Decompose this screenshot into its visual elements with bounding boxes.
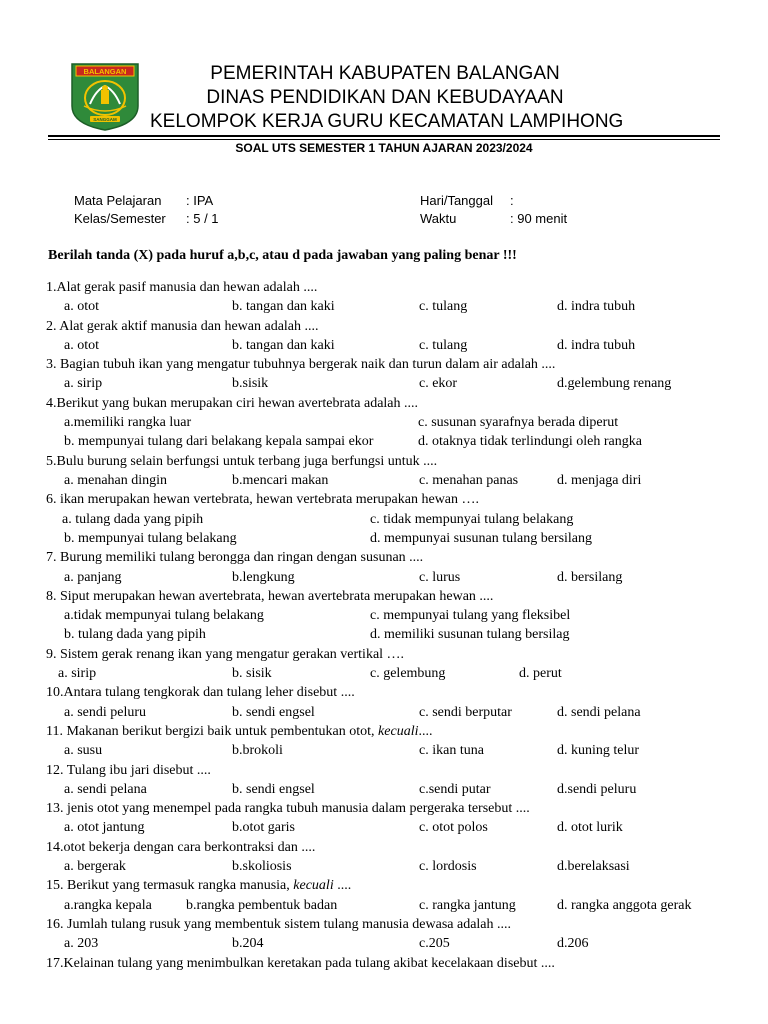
option-9d: d. perut [519,666,562,681]
option-1a: a. otot [64,299,99,314]
option-11d: d. kuning telur [557,743,640,758]
class-semester-value: : 5 / 1 [186,211,219,226]
question-15-italic-word: kecuali [293,878,334,893]
header-group-line: KELOMPOK KERJA GURU KECAMATAN LAMPIHONG [150,111,624,132]
option-15d: d. rangka anggota gerak [557,898,692,913]
question-15-text: 15. Berikut yang termasuk rangka manusia, [46,878,294,893]
option-16a: a. 203 [64,936,99,951]
question-11 [46,723,432,740]
option-14a: a. bergerak [64,859,126,874]
option-12b: b. sendi engsel [232,782,315,797]
option-1b: b. tangan dan kaki [232,299,335,314]
instruction-text: Berilah tanda (X) pada huruf a,b,c, atau d pada jawaban yang paling benar !!! [48,248,517,263]
option-8d: d. memiliki susunan tulang bersilag [370,627,570,642]
day-date-value: : [510,193,514,208]
option-2c: c. tulang [419,338,468,353]
option-16d: d.206 [557,936,589,951]
logo-text-bottom: SANGGAM [93,116,117,122]
question-15-ellipsis: .... [333,878,352,893]
option-9a: a. sirip [58,666,97,681]
option-14d: d.berelaksasi [557,859,630,874]
option-6c: c. tidak mempunyai tulang belakang [370,512,574,527]
option-13b: b.otot garis [232,820,295,835]
option-5a: a. menahan dingin [64,473,168,488]
option-13d: d. otot lurik [557,820,623,835]
question-10: 10.Antara tulang tengkorak dan tulang leher disebut .... [46,685,355,700]
option-11c: c. ikan tuna [419,743,484,758]
question-15 [46,877,351,894]
option-3c: c. ekor [419,376,458,391]
option-11a: a. susu [64,743,103,758]
option-4a: a.memiliki rangka luar [64,415,192,430]
option-13c: c. otot polos [419,820,488,835]
question-8: 8. Siput merupakan hewan avertebrata, hewan avertebrata merupakan hewan .... [46,589,494,604]
question-6: 6. ikan merupakan hewan vertebrata, hewan vertebrata merupakan hewan …. [46,492,480,507]
option-6b: b. mempunyai tulang belakang [64,531,237,546]
option-1c: c. tulang [419,299,468,314]
option-5d: d. menjaga diri [557,473,642,488]
option-2b: b. tangan dan kaki [232,338,335,353]
question-13: 13. jenis otot yang menempel pada rangka tubuh manusia dalam pergeraka tersebut .... [46,801,530,816]
question-11-ellipsis: .... [418,724,433,739]
question-9: 9. Sistem gerak renang ikan yang mengatur gerakan vertikal …. [46,647,405,662]
option-9b: b. sisik [232,666,272,681]
option-13a: a. otot jantung [64,820,145,835]
option-15b: b.rangka pembentuk badan [186,898,338,913]
balangan-emblem-logo [68,60,142,132]
question-11-text: 11. Makanan berikut bergizi baik untuk pembentukan otot, [46,724,379,739]
option-4d: d. otaknya tidak terlindungi oleh rangka [418,434,642,449]
question-4: 4.Berikut yang bukan merupakan ciri hewan avertebrata adalah .... [46,396,419,411]
option-7a: a. panjang [64,570,122,585]
option-10a: a. sendi peluru [64,705,147,720]
question-11-italic-word: kecuali [378,724,419,739]
option-12a: a. sendi pelana [64,782,147,797]
option-2d: d. indra tubuh [557,338,636,353]
question-2: 2. Alat gerak aktif manusia dan hewan adalah .... [46,319,319,334]
question-7: 7. Burung memiliki tulang berongga dan ringan dengan susunan .... [46,550,424,565]
option-10b: b. sendi engsel [232,705,315,720]
class-semester-label: Kelas/Semester [74,211,166,226]
option-9c: c. gelembung [370,666,446,681]
question-14: 14.otot bekerja dengan cara berkontraksi dan .... [46,840,316,855]
time-label: Waktu [420,211,457,226]
option-3b: b.sisik [232,376,269,391]
logo-text-top: BALANGAN [83,67,127,77]
subject-label: Mata Pelajaran [74,193,162,208]
question-1: 1.Alat gerak pasif manusia dan hewan adalah .... [46,280,318,295]
option-7b: b.lengkung [232,570,295,585]
subject-value: : IPA [186,193,214,208]
option-4b: b. mempunyai tulang dari belakang kepala sampai ekor [64,434,374,449]
option-3a: a. sirip [64,376,103,391]
option-5c: c. menahan panas [419,473,519,488]
option-14c: c. lordosis [419,859,477,874]
option-2a: a. otot [64,338,99,353]
option-7c: c. lurus [419,570,461,585]
option-8b: b. tulang dada yang pipih [64,627,206,642]
header-divider-thick [48,135,720,137]
option-16c: c.205 [419,936,450,951]
time-value: : 90 menit [510,211,568,226]
option-5b: b.mencari makan [232,473,329,488]
option-6d: d. mempunyai susunan tulang bersilang [370,531,593,546]
option-12c: c.sendi putar [419,782,491,797]
header-government-line: PEMERINTAH KABUPATEN BALANGAN [210,63,560,84]
question-12: 12. Tulang ibu jari disebut .... [46,763,211,778]
option-10c: c. sendi berputar [419,705,512,720]
option-15a: a.rangka kepala [64,898,152,913]
option-16b: b.204 [232,936,264,951]
question-3: 3. Bagian tubuh ikan yang mengatur tubuhnya bergerak naik dan turun dalam air adalah .... [46,357,556,372]
option-6a: a. tulang dada yang pipih [62,512,204,527]
option-8a: a.tidak mempunyai tulang belakang [64,608,264,623]
header-department-line: DINAS PENDIDIKAN DAN KEBUDAYAAN [206,87,564,108]
option-12d: d.sendi peluru [557,782,637,797]
option-8c: c. mempunyai tulang yang fleksibel [370,608,571,623]
header-divider-thin [48,139,720,140]
question-17: 17.Kelainan tulang yang menimbulkan keretakan pada tulang akibat kecelakaan disebut .... [46,956,555,971]
question-16: 16. Jumlah tulang rusuk yang membentuk sistem tulang manusia dewasa adalah .... [46,917,512,932]
question-5: 5.Bulu burung selain berfungsi untuk terbang juga berfungsi untuk .... [46,454,438,469]
option-15c: c. rangka jantung [419,898,516,913]
option-14b: b.skoliosis [232,859,292,874]
day-date-label: Hari/Tanggal [420,193,493,208]
exam-title: SOAL UTS SEMESTER 1 TAHUN AJARAN 2023/2024 [235,141,533,155]
option-7d: d. bersilang [557,570,623,585]
option-1d: d. indra tubuh [557,299,636,314]
option-11b: b.brokoli [232,743,283,758]
option-10d: d. sendi pelana [557,705,641,720]
option-3d: d.gelembung renang [557,376,672,391]
option-4c: c. susunan syarafnya berada diperut [418,415,619,430]
